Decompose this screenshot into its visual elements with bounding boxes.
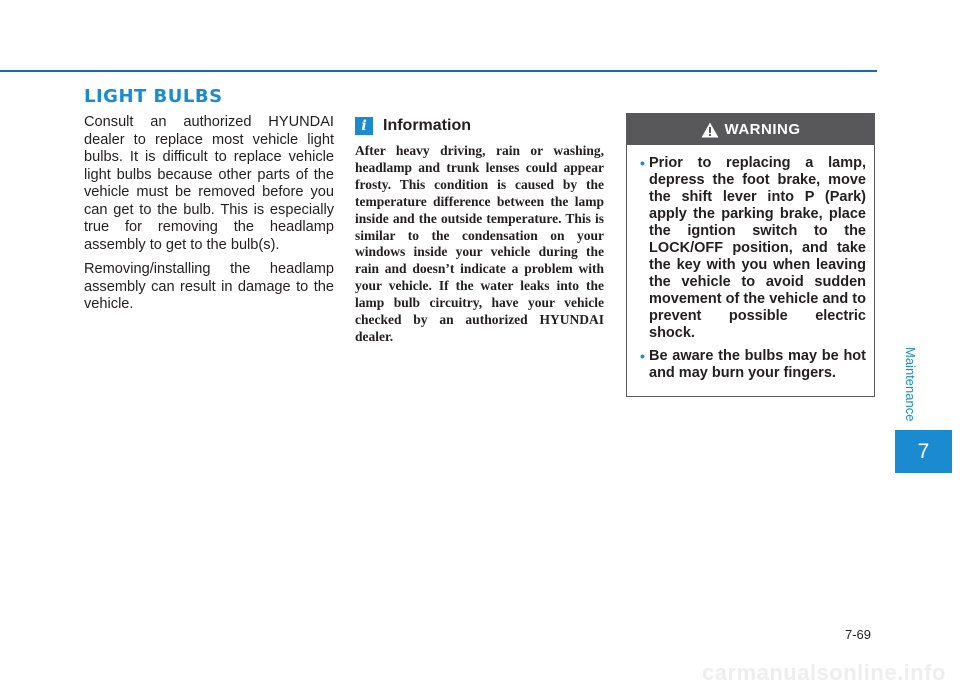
warning-triangle-icon [701, 122, 719, 138]
information-header [355, 113, 604, 139]
warning-item-text: Prior to replacing a lamp, depress the foot brake, move the shift lever into P (Park) apply the parking brake, place the igntion switch to the LOCK/OFF position, and take the key with you when leaving the vehicle to avoid sudden movement of the vehicle and to prevent possible electric shock. [649, 155, 866, 341]
warning-title: WARNING [724, 121, 801, 138]
warning-item-text: Be aware the bulbs may be hot and may burn your fingers. [649, 348, 866, 381]
page-number: 7-69 [845, 627, 872, 642]
information-box [355, 113, 604, 346]
information-body: After heavy driving, rain or washing, headlamp and trunk lenses could appear frosty. This condition is caused by the temperature difference between the lamp inside and the outside temperature. This is similar to the condensation on your windows inside your vehicle during the rain and doesn’t indicate a problem with your vehicle. If the water leaks into the lamp bulb circuitry, have your vehicle checked by an authorized HYUNDAI dealer. [355, 143, 604, 344]
information-title: Information [383, 117, 471, 134]
body-column [84, 114, 334, 321]
warning-box [626, 113, 875, 397]
section-title: LIGHT BULBS [84, 86, 223, 107]
top-rule [0, 70, 877, 72]
chapter-tab: 7 [895, 430, 952, 473]
warning-item [640, 348, 866, 382]
body-paragraph-2: Removing/installing the headlamp assembly can result in damage to the vehicle. [84, 261, 334, 312]
warning-item [640, 155, 866, 342]
watermark: carmanualsonline.info [702, 660, 946, 685]
bullet-icon: • [640, 348, 645, 364]
info-icon: i [355, 117, 373, 135]
body-paragraph-1: Consult an authorized HYUNDAI dealer to replace most vehicle light bulbs. It is difficult to replace vehicle light bulbs because other parts of the vehicle must be removed before you can get to the bulb. This is especially true for removing the headlamp assembly to get to the bulb(s). [84, 114, 334, 253]
warning-header [627, 114, 874, 145]
warning-list [627, 145, 874, 382]
bullet-icon: • [640, 155, 645, 171]
section-side-label: Maintenance [903, 346, 918, 422]
